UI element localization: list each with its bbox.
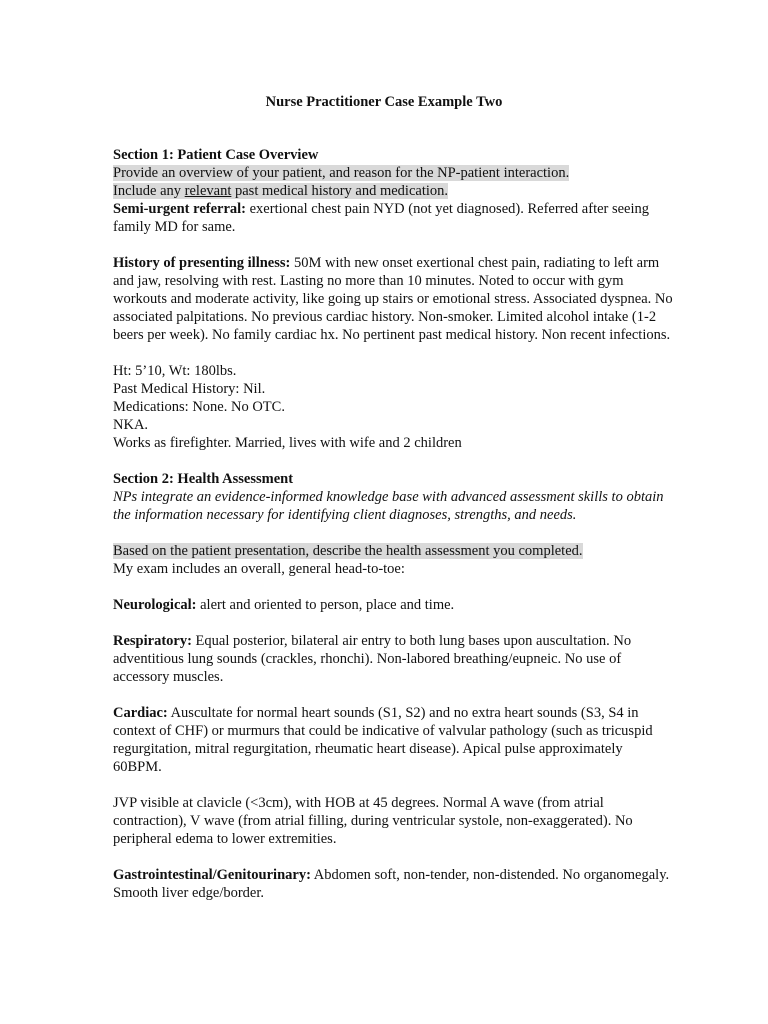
gi-gu-paragraph: Gastrointestinal/Genitourinary: Abdomen soft, non-tender, non-distended. No organomegaly. Smooth liver edge/border.	[113, 867, 670, 901]
section1-prompt-line1: Provide an overview of your patient, and reason for the NP-patient interaction.	[113, 165, 570, 181]
exam-intro: My exam includes an overall, general head-to-toe:	[113, 561, 405, 577]
past-medical-history: Past Medical History: Nil.	[113, 381, 266, 397]
cardiac-paragraph: Cardiac: Auscultate for normal heart sounds (S1, S2) and no extra heart sounds (S3, S4 in context of CHF) or murmurs that could be indicative of valvular pathology (such as tricuspid regurgitation, mitral regurgitation, rheumatic heart disease). Apical pulse approximately 60BPM.	[113, 705, 653, 775]
height-weight: Ht: 5’10, Wt: 180lbs.	[113, 363, 237, 379]
document-body	[113, 146, 673, 902]
hpi-paragraph: History of presenting illness: 50M with new onset exertional chest pain, radiating to left arm and jaw, resolving with rest. Lasting no more than 10 minutes. Noted to occur with gym workouts and moderate activity, like going up stairs or emotional stress. Associated dyspnea. No associated palpitations. No previous cardiac history. Non-smoker. Limited alcohol intake (1-2 beers per week). No family cardiac hx. No pertinent past medical history. Non recent infections.	[113, 255, 673, 343]
section1-heading: Section 1: Patient Case Overview	[113, 147, 319, 163]
respiratory-paragraph: Respiratory: Equal posterior, bilateral air entry to both lung bases upon auscultation. No adventitious lung sounds (crackles, rhonchi). Non-labored breathing/eupneic. No use of accessory muscles.	[113, 633, 632, 685]
referral-paragraph: Semi-urgent referral: exertional chest pain NYD (not yet diagnosed). Referred after seeing family MD for same.	[113, 201, 650, 235]
section2-prompt: Based on the patient presentation, describe the health assessment you completed.	[113, 543, 583, 559]
document-title: Nurse Practitioner Case Example Two	[265, 94, 503, 110]
medications: Medications: None. No OTC.	[113, 399, 285, 415]
allergies: NKA.	[113, 417, 149, 433]
neuro-paragraph: Neurological: alert and oriented to person, place and time.	[113, 597, 455, 613]
section2-italic-text: NPs integrate an evidence-informed knowledge base with advanced assessment skills to obtain the information necessary for identifying client diagnoses, strengths, and needs.	[113, 489, 664, 523]
social-history: Works as firefighter. Married, lives with wife and 2 children	[113, 435, 462, 451]
section1-prompt-line2: Include any relevant past medical history and medication.	[113, 183, 449, 199]
jvp-paragraph: JVP visible at clavicle (<3cm), with HOB at 45 degrees. Normal A wave (from atrial contraction), V wave (from atrial filling, during ventricular systole, non-exaggerated). No peripheral edema to lower extremities.	[113, 795, 633, 847]
section2-heading: Section 2: Health Assessment	[113, 471, 294, 487]
